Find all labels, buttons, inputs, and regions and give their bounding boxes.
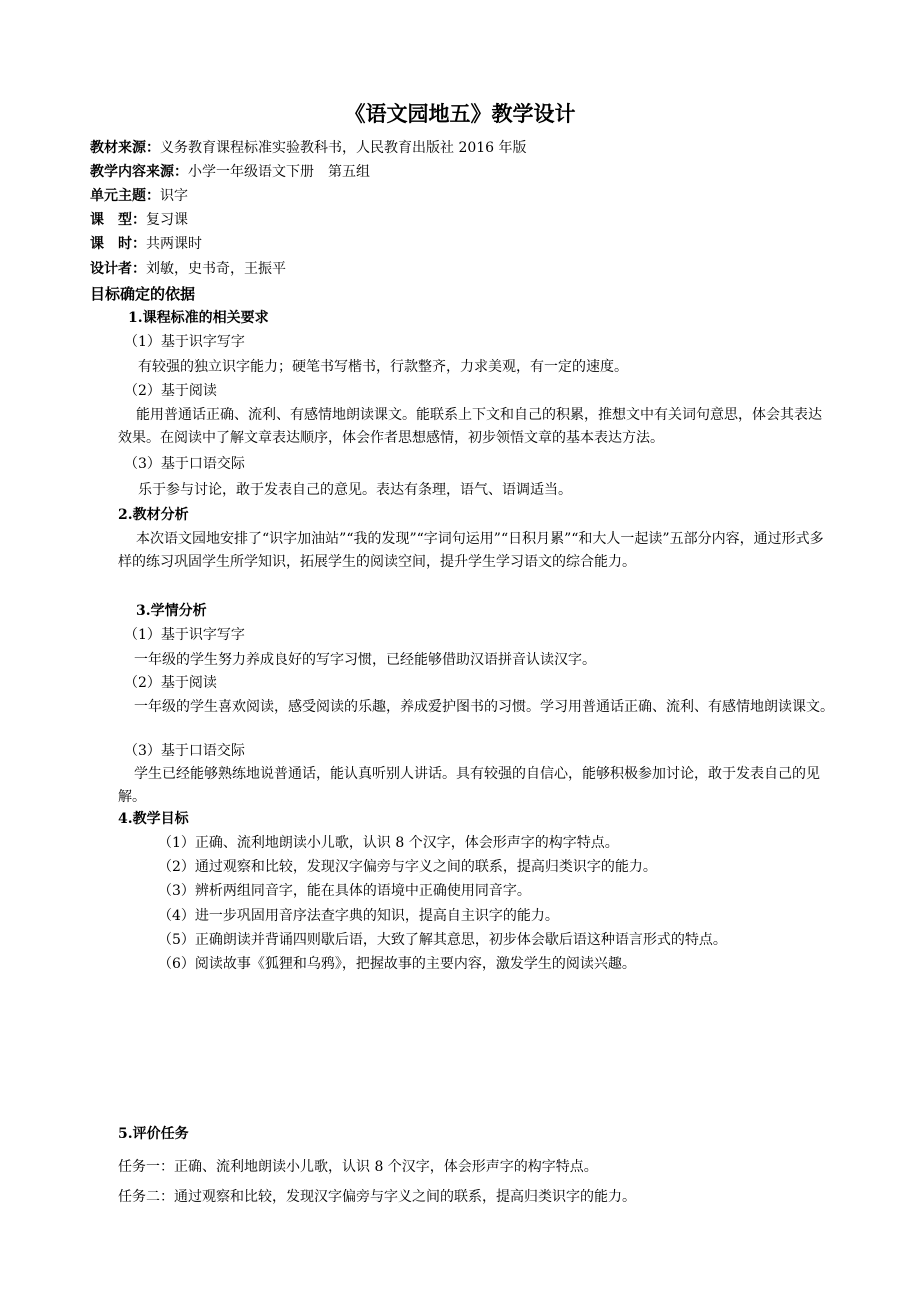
task-item: 任务一：正确、流利地朗读小儿歌，认识 8 个汉字，体会形声字的构字特点。 xyxy=(118,1159,598,1175)
s1-item-1-text: 有较强的独立识字能力；硬笔书写楷书，行款整齐，力求美观，有一定的速度。 xyxy=(138,359,628,375)
meta-value: 刘敏，史书奇，王振平 xyxy=(146,261,286,277)
meta-value: 义务教育课程标准实验教科书，人民教育出版社 2016 年版 xyxy=(160,140,527,156)
section-1-heading: 1.课程标准的相关要求 xyxy=(128,310,269,326)
section-5-heading: 5.评价任务 xyxy=(118,1126,189,1142)
meta-designers xyxy=(90,259,286,279)
s3-item-1-label: （1）基于识字写字 xyxy=(124,627,245,643)
meta-label: 设计者： xyxy=(90,261,146,277)
meta-value: 复习课 xyxy=(146,212,188,228)
goal-item: （4）进一步巩固用音序法查字典的知识，提高自主识字的能力。 xyxy=(158,908,559,924)
meta-value: 小学一年级语文下册 第五组 xyxy=(188,164,370,180)
section-3-heading: 3.学情分析 xyxy=(136,603,207,619)
goal-item: （5）正确朗读并背诵四则歇后语，大致了解其意思，初步体会歇后语这种语言形式的特点。 xyxy=(158,932,727,948)
meta-label: 教材来源： xyxy=(90,140,160,156)
basis-heading: 目标确定的依据 xyxy=(90,285,196,303)
meta-label: 课 时： xyxy=(90,236,146,252)
section-4-heading: 4.教学目标 xyxy=(118,811,189,827)
meta-source xyxy=(90,138,527,158)
s1-item-1-label: （1）基于识字写字 xyxy=(124,334,245,350)
s3-item-2-text: 一年级的学生喜欢阅读，感受阅读的乐趣，养成爱护图书的习惯。学习用普通话正确、流利、有感情地朗读课文。 xyxy=(134,699,834,715)
s1-item-3-label: （3）基于口语交际 xyxy=(124,456,245,472)
goal-item: （2）通过观察和比较，发现汉字偏旁与字义之间的联系，提高归类识字的能力。 xyxy=(158,859,657,875)
s2-text: 本次语文园地安排了“识字加油站”“我的发现”“字词句运用”“日积月累”“和大人一起读”五部分内容，通过形式多样的练习巩固学生所学知识，拓展学生的阅读空间，提升学生学习语文的综合能力。 xyxy=(118,531,824,570)
meta-class-hours xyxy=(90,234,202,254)
meta-value: 共两课时 xyxy=(146,236,202,252)
goal-item: （1）正确、流利地朗读小儿歌，认识 8 个汉字，体会形声字的构字特点。 xyxy=(158,835,619,851)
meta-lesson-type xyxy=(90,210,188,230)
s3-item-1-text: 一年级的学生努力养成良好的写字习惯，已经能够借助汉语拼音认读汉字。 xyxy=(134,652,596,668)
meta-value: 识字 xyxy=(160,188,188,204)
goal-item: （6）阅读故事《狐狸和乌鸦》，把握故事的主要内容，激发学生的阅读兴趣。 xyxy=(158,956,636,972)
meta-label: 单元主题： xyxy=(90,188,160,204)
meta-unit-theme xyxy=(90,186,188,206)
s3-item-3-text: 学生已经能够熟练地说普通话，能认真听别人讲话。具有较强的自信心，能够积极参加讨论，敢于发表自己的见解。 xyxy=(118,766,820,805)
goal-item: （3）辨析两组同音字，能在具体的语境中正确使用同音字。 xyxy=(158,883,531,899)
s1-item-2-text: 能用普通话正确、流利、有感情地朗读课文。能联系上下文和自己的积累，推想文中有关词句意思，体会其表达效果。在阅读中了解文章表达顺序，体会作者思想感情，初步领悟文章的基本表达方法。 xyxy=(118,407,822,446)
section-2-heading: 2.教材分析 xyxy=(118,507,189,523)
meta-label: 课 型： xyxy=(90,212,146,228)
meta-label: 教学内容来源： xyxy=(90,164,188,180)
page-title: 《语文园地五》教学设计 xyxy=(344,101,576,126)
s1-item-2-label: （2）基于阅读 xyxy=(124,383,217,399)
task-item: 任务二：通过观察和比较，发现汉字偏旁与字义之间的联系，提高归类识字的能力。 xyxy=(118,1189,636,1205)
meta-content-source xyxy=(90,162,370,182)
s3-item-3-label: （3）基于口语交际 xyxy=(124,743,245,759)
s3-item-2-label: （2）基于阅读 xyxy=(124,675,217,691)
s1-item-3-text: 乐于参与讨论，敢于发表自己的意见。表达有条理，语气、语调适当。 xyxy=(138,482,572,498)
